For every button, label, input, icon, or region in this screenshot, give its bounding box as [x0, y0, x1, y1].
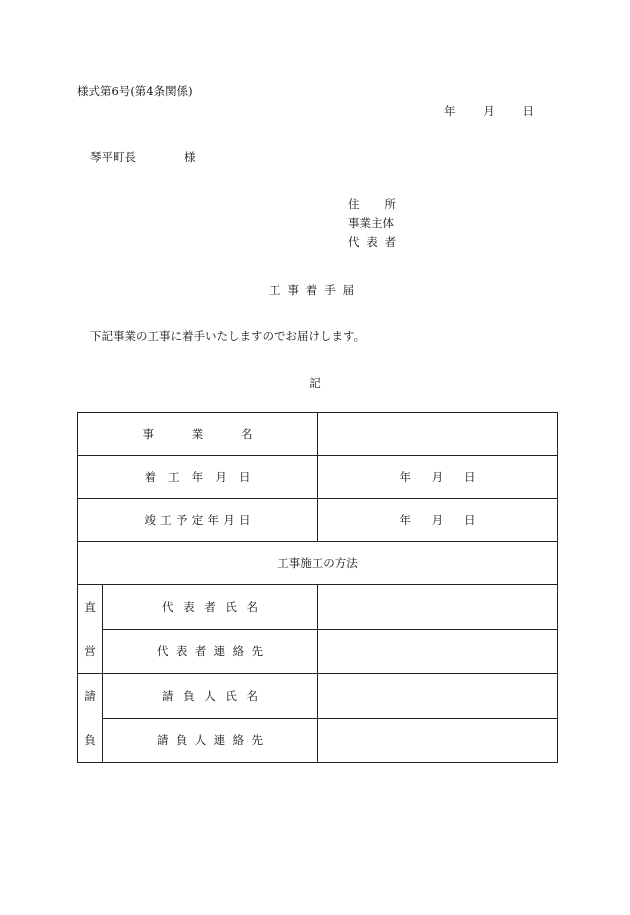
form-number: 様式第6号(第4条関係) — [77, 84, 193, 98]
honorific: 様 — [184, 150, 196, 164]
table-row — [78, 542, 558, 585]
contractor-contact-label: 請 負 人 連 絡 先 — [103, 718, 318, 763]
document-title: 工事着手届 — [269, 283, 361, 297]
ki-heading: 記 — [309, 376, 321, 390]
rep-contact-label: 代 表 者 連 絡 先 — [103, 629, 318, 674]
project-name-field[interactable] — [318, 413, 558, 456]
start-date-label: 着 工 年 月 日 — [78, 456, 318, 499]
method-heading: 工事施工の方法 — [78, 542, 558, 585]
submission-date — [444, 106, 534, 118]
table-row — [78, 718, 558, 763]
rep-name-field[interactable] — [318, 585, 558, 630]
addressee-name: 琴平町長 — [90, 150, 136, 164]
address-label: 住 所 — [348, 197, 396, 211]
contractor-name-label: 請 負 人 氏 名 — [103, 674, 318, 719]
table-row — [78, 674, 558, 719]
completion-date-label: 竣 工 予 定 年 月 日 — [78, 499, 318, 542]
table-row — [78, 456, 558, 499]
applicant-block — [348, 199, 396, 256]
date-year-label: 年 — [444, 104, 456, 118]
representative-label: 代 表 者 — [348, 235, 396, 249]
contractor-name-field[interactable] — [318, 674, 558, 719]
project-name-label: 事 業 名 — [78, 413, 318, 456]
body-text: 下記事業の工事に着手いたしますのでお届けします。 — [90, 329, 366, 343]
completion-date-field[interactable]: 年 月 日 — [318, 499, 558, 542]
date-day-label: 日 — [522, 104, 534, 118]
contractor-label: 請 負 — [78, 674, 103, 763]
table-row — [78, 413, 558, 456]
date-month-label: 月 — [483, 104, 495, 118]
entity-label: 事業主体 — [348, 216, 394, 230]
construction-form-table — [77, 412, 558, 763]
addressee — [90, 150, 196, 164]
table-row — [78, 499, 558, 542]
start-date-field[interactable]: 年 月 日 — [318, 456, 558, 499]
table-row — [78, 629, 558, 674]
rep-contact-field[interactable] — [318, 629, 558, 674]
rep-name-label: 代 表 者 氏 名 — [103, 585, 318, 630]
table-row — [78, 585, 558, 630]
contractor-contact-field[interactable] — [318, 718, 558, 763]
direct-management-label: 直 営 — [78, 585, 103, 674]
